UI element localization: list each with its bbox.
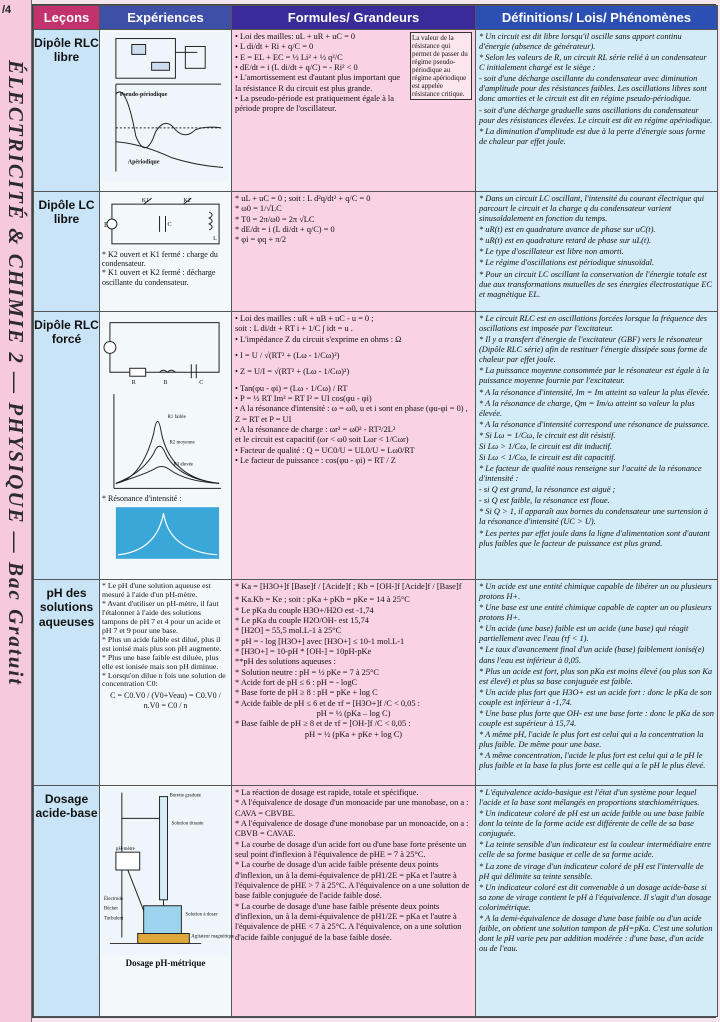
lesson-dosage: Dosage acide-base [34, 786, 100, 1017]
definition-line: * A la résonance d'intensité correspond une résonance de puissance. [479, 419, 710, 429]
formula-line: * T0 = 2π/ω0 = 2π √LC [235, 214, 315, 224]
exp-line: * Lorsqu'on dilue n fois une solution de concentration C0: [102, 670, 226, 689]
resonance-curve [102, 503, 229, 563]
exp-line: * Avant d'utiliser un pH-mètre, il faut l'étalonner à l'aide des solutions tampons de pH 7 et 4 pour un acide et pH 7 et 9 pour une base. [102, 598, 221, 635]
formulas-ph [232, 580, 476, 786]
rlc-libre-diagram [102, 32, 229, 182]
lc-charge-caption: * K2 ouvert et K1 fermé : charge du condensateur. [102, 250, 218, 269]
formula-line: et le circuit est capacitif (ωr < ω0 soit Lωr < 1/Cωr) [235, 435, 409, 445]
label-ph-metre: pH-mètre [115, 847, 135, 853]
formula-line: * La courbe de dosage d'un acide fort ou d'une base forte présente un seul point d'inflexion à l'équivalence de pHE = 7 à 25°C. [235, 839, 467, 859]
definition-line: * Le type d'oscillateur est libre non amorti. [479, 247, 624, 257]
table-header-row [34, 6, 718, 30]
label-becher: Bécher [103, 906, 119, 912]
definition-line: * Selon les valeurs de R, un circuit RL série relié à un condensateur C initialement chargé est le siège : [479, 53, 707, 73]
formula-line: * A l'équivalence de dosage d'un monoacide par une monobase, on a : CAVA = CBVBE. [235, 798, 469, 818]
formula-line: * Base forte de pH ≥ 8 : pH = pKe + log C [235, 688, 378, 698]
lesson-lc-libre: Dipôle LC libre [34, 192, 100, 312]
definition-line: * La zone de virage d'un indicateur coloré de pH est l'intervalle de pH qui délimite sa teinte sensible. [479, 861, 704, 881]
formula-line: * La réaction de dosage est rapide, totale et spécifique. [235, 788, 419, 797]
definition-line: * Plus un acide est fort, plus son pKa est moins élevé (ou plus son Ka est élevé) et plus sa base conjuguée est faible. [479, 666, 713, 686]
formula-line: • L'amortissement est d'autant plus important que la résistance R du circuit est plus grande. [235, 73, 401, 93]
dilution-formula: C = C0.V0 / (V0+Veau) = C0.V0 / n.V0 = C0 / n [110, 691, 221, 710]
table-row [34, 30, 718, 192]
formula-line: * Solution neutre : pH = ½ pKe = 7 à 25°C [235, 667, 379, 677]
formula-line: * ω0 = 1/√LC [235, 204, 282, 214]
lesson-rlc-libre: Dipôle RLC libre [34, 30, 100, 192]
formula-line: • I = U / √(RT² + (Lω - 1/Cω)²) [235, 350, 340, 360]
formula-line: * Ka.Kb = Ke ; soit : pKa + pKb = pKe = 14 à 25°C [235, 595, 410, 605]
exp-rlc-force [100, 312, 232, 580]
svg-text:L: L [213, 235, 217, 242]
formula-line: * La courbe de dosage d'une base faible présente deux points d'inflexion, un à la demi-équivalence de pH1/2E = pKa et l'autre à l'équivalence de pHE < 7 à 25°C. A l'équivalence, on a une solution d'acide faible conjugué de la base faible dosée. [235, 901, 462, 942]
summary-sheet [32, 4, 716, 1018]
formulas-rlc-libre [232, 30, 476, 192]
definitions-ph [476, 580, 718, 786]
definition-line: * Un circuit est dit libre lorsqu'il oscille sans apport continu d'énergie (absence de générateur). [479, 32, 682, 52]
formula-line: * Base faible de pH ≥ 8 et de τf = [OH-]f /C < 0,05 : [235, 719, 411, 729]
dosage-setup-diagram [102, 788, 235, 956]
formula-line: * [H3O+] = 10-pH * [OH-] = 10pH-pKe [235, 646, 372, 656]
definition-line: * Il y a transfert d'énergie de l'excitateur (GBF) vers le résonateur (Dipôle RLC série) afin de restituer l'énergie dissipée sous forme de chaleur par effet joule. [479, 335, 708, 365]
definition-line: * Pour un circuit LC oscillant la conservation de l'énergie totale est due aux transformations mutuelles de ses énergies électrostatique EC et magnétique EL. [479, 269, 712, 299]
definition-line: * Si Lω = 1/Cω, le circuit est dit résistif. [479, 430, 616, 440]
formula-line: • Loi des mailles : uR + uB + uC - u = 0 ; [235, 314, 374, 323]
definitions-rlc-libre [476, 30, 718, 192]
definitions-dosage [476, 786, 718, 1017]
definition-line: * La puissance moyenne consommée par le résonateur est égale à la puissance moyenne fournie par l'excitateur. [479, 366, 710, 386]
svg-text:C: C [199, 380, 204, 387]
definition-line: * Une base est une entité chimique capable de capter un ou plusieurs protons H+. [479, 603, 712, 623]
formula-line: * A l'équivalence de dosage d'une monobase par un monoacide, on a : CBVB = CAVAE. [235, 818, 469, 839]
definition-line: * uR(t) est en quadrature avance de phase sur uC(t). [479, 225, 656, 235]
header-experiences: Expériences [100, 6, 232, 30]
label-electrode: Électrode [103, 896, 123, 902]
definition-line: * Les pertes par effet joule dans la ligne d'alimentation sont d'autant plus faibles que le facteur de puissance est plus grand. [479, 528, 710, 548]
label-solution-titrante: Solution titrante [171, 821, 204, 827]
rlc-force-diagram [102, 314, 229, 494]
header-lecons: Leçons [34, 6, 100, 30]
formula-line: * La courbe de dosage d'un acide faible présente deux points d'inflexion, un à la demi-équivalence de pH1/2E = pKa et l'autre à l'équivalence de pHE > 7 à 25°C. A l'équivalence on a une solution de base faible conjuguée de l'acide faible dosé. [235, 860, 470, 901]
definition-line: * Le facteur de qualité nous renseigne sur l'acuité de la résonance d'intensité : [479, 464, 702, 484]
definition-line: - soit d'une décharge graduelle sans oscillations du condensateur pour des résistances élevées. Le circuit est dit en régime apériodique. [479, 105, 713, 125]
svg-text:R: R [131, 380, 136, 387]
label-agitateur: Agitateur magnétique [191, 934, 235, 940]
definition-line: * Un acide plus fort que H3O+ est un acide fort : donc le pKa de son couple est inférieur à -1,74. [479, 687, 712, 707]
exp-dosage [100, 786, 235, 1017]
critical-resistance-note: La valeur de la résistance qui permet de passer du régime pseudo-périodique au régime apériodique est appelée résistance critique. [410, 32, 472, 100]
formula-line: * Le pKa du couple H2O/OH- est 15,74 [235, 615, 369, 625]
svg-text:K1: K1 [141, 198, 149, 205]
header-definitions: Définitions/ Lois/ Phénomènes [476, 6, 718, 30]
formula-line: * dE/dt = i (L di/dt + q/C) = 0 [235, 224, 335, 234]
definition-line: Si Lω < 1/Cω, le circuit est dit capacitif. [479, 453, 616, 463]
formula-line: • P = ½ RT Im² = RT I² = UI cos(φu - φi) [235, 393, 372, 403]
formula-line: • Le facteur de puissance : cos(φu - φi) = RT / Z [235, 455, 396, 465]
formula-line: • A la résonance d'intensité : ω = ω0, u et i sont en phase (φu-φi = 0) , Z = RT et P = UI [235, 404, 468, 424]
header-formules: Formules/ Grandeurs [232, 6, 476, 30]
formula-line: * φi = φq + π/2 [235, 235, 287, 245]
definitions-lc-libre [476, 192, 718, 312]
svg-text:R1 faible: R1 faible [167, 414, 186, 420]
exp-line: * Le pH d'une solution aqueuse est mesuré à l'aide d'un pH-mètre. [102, 581, 211, 599]
formula-line: • Facteur de qualité : Q = UC0/U = UL0/U = Lω0/RT [235, 445, 415, 455]
formula-line: • dE/dt = i (L di/dt + q/C) = - Ri² < 0 [235, 62, 358, 72]
definition-line: * A même concentration, l'acide le plus fort est celui qui a le pH le plus faible et la base la plus forte est celle qui a le pH le plus élevé. [479, 751, 706, 771]
lc-decharge-caption: * K1 ouvert et K2 fermé : décharge oscillante du condensateur. [102, 268, 216, 287]
definition-line: * Un acide est une entité chimique capable de libérer un ou plusieurs protons H+. [479, 582, 712, 602]
definition-line: Si Lω > 1/Cω, le circuit est dit inductif. [479, 441, 613, 451]
table-row [34, 580, 718, 786]
definition-line: * Le taux d'avancement final d'un acide (base) faiblement ionisé(e) dans l'eau est inférieur à 0,05. [479, 645, 705, 665]
exp-line: * Plus un acide faible est dilué, plus il est ionisé mais plus son pH augmente. [102, 634, 222, 653]
formula-line: • Tan(φu - φi) = (Lω - 1/Cω) / RT [235, 383, 348, 393]
svg-text:E: E [103, 220, 109, 229]
exp-ph [100, 580, 232, 786]
definition-line: - soit d'une décharge oscillante du condensateur avec diminution d'amplitude pour des résistances faibles. Les oscillations libres sont donc amorties et le circuit est dit en régime pseudo-périodique. [479, 74, 707, 104]
left-sidebar [0, 0, 32, 1022]
table-row [34, 192, 718, 312]
resonance-caption: * Résonance d'intensité : [102, 494, 182, 503]
definition-line: * Un acide (une base) faible est un acide (une base) qui réagit partiellement avec l'eau (τf < 1). [479, 624, 689, 644]
definition-line: * A la résonance de charge, Qm = Im/ω atteint sa valeur la plus élevée. [479, 398, 695, 418]
formula-line: * uL + uC = 0 ; soit : L d²q/dt² + q/C = 0 [235, 194, 371, 203]
definition-line: * Dans un circuit LC oscillant, l'intensité du courant électrique qui parcourt le circuit et la charge q du condensateur varient sinusoïdalement en fonction du temps. [479, 194, 705, 224]
definition-line: * Si Q > 1, il apparaît aux bornes du condensateur une surtension à la résonance d'intensité (UC > U). [479, 507, 708, 527]
page-number: /4 [2, 4, 12, 16]
definition-line: * A la demi-équivalence de dosage d'une base faible ou d'un acide faible, on obtient une solution tampon de pH=pKa. C'est une solution dont le pH varie peu par addition modérée : d'une base, d'un acide ou de l'eau. [479, 913, 713, 954]
table-row [34, 312, 718, 580]
definition-line: * Une base plus forte que OH- est une base forte : donc le pKa de son couple est supérieur à 15,74. [479, 708, 714, 729]
formula-line: * Acide faible de pH ≤ 6 et de τf = [H3O+]f /C < 0,05 : [235, 698, 420, 708]
lesson-ph: pH des solutions aqueuses [34, 580, 100, 786]
formula-line: • La pseudo-période est pratiquement égale à la période propre de l'oscillateur. [235, 93, 394, 114]
definition-line: * La teinte sensible d'un indicateur est la couleur intermédiaire entre celle de sa forme basique et celle de sa forme acide. [479, 840, 711, 860]
caption-pseudo: Pseudo-périodique [119, 92, 168, 99]
exp-line: * Plus une base faible est diluée, plus elle est ionisée mais son pH diminue. [102, 652, 219, 671]
formulas-lc-libre [232, 192, 476, 312]
definition-line: * Un indicateur coloré est dit convenable à un dosage acide-base si sa zone de virage contient le pH à l'équivalence. Il s'agit d'un dosage colorimétrique. [479, 882, 712, 912]
definition-line: * L'équivalence acido-basique est l'état d'un système pour lequel l'acide et la base sont mélangés en proportions stœchiométriques. [479, 788, 700, 808]
dosage-caption: Dosage pH-métrique [125, 958, 206, 968]
formula-line: * Ka = [H3O+]f [Base]f / [Acide]f ; Kb = [OH-]f [Acide]f / [Base]f [235, 582, 462, 591]
formula-line: **pH des solutions aqueuses : [235, 657, 336, 667]
definition-line: * uR(t) est en quadrature retard de phase sur uL(t). [479, 236, 652, 246]
definition-line: * Le régime d'oscillations est périodique sinusoïdal. [479, 258, 655, 268]
formula-line: • L di/dt + Ri + q/C = 0 [235, 42, 314, 52]
lesson-rlc-force: Dipôle RLC forcé [34, 312, 100, 580]
formula-line: * pH = - log [H3O+] avec [H3O+] ≤ 10-1 mol.L-1 [235, 636, 405, 646]
definition-line: - si Q est grand, la résonance est aiguë ; [479, 485, 616, 495]
table-row [34, 786, 718, 1017]
label-burette: Burette graduée [169, 793, 201, 799]
formula-line: • Z = U/I = √(RT² + (Lω - 1/Cω)²) [235, 367, 350, 377]
formula-line: • A la résonance de charge : ωr² = ω0² - RT²/2L² [235, 424, 396, 434]
caption-aperiodique: Apériodique [127, 159, 160, 166]
svg-text:K2: K2 [183, 198, 191, 205]
vertical-watermark: ÉLECTRICITÉ & CHIMIE 2 — PHYSIQUE — Bac Gratuit [4, 60, 28, 687]
formula-line: * [H2O] = 55,5 mol.L-1 à 25°C [235, 626, 342, 636]
formula-line: pH = ½ (pKa – log C) [316, 708, 391, 718]
formula-line: * Le pKa du couple H3O+/H2O est -1,74 [235, 605, 374, 615]
formulas-rlc-force [232, 312, 476, 580]
formula-line: • E = EL + EC = ½ Li² + ½ q²/C [235, 52, 343, 62]
lc-circuit-diagram [102, 194, 229, 250]
label-solution-a-doser: Solution à doser [185, 912, 218, 918]
definition-line: * Un indicateur coloré de pH est un acide faible ou une base faible dont la teinte de la forme acide est différente de celle de sa base conjuguée. [479, 809, 705, 839]
definition-line: * A même pH, l'acide le plus fort est celui qui a la concentration la plus faible. De même pour une base. [479, 730, 704, 750]
label-turbulent: Turbulent [103, 916, 124, 922]
svg-text:R2 moyenne: R2 moyenne [169, 440, 195, 446]
definition-line: * La diminution d'amplitude est due à la perte d'énergie sous forme de chaleur par effet joule. [479, 126, 706, 146]
definition-line: * Le circuit RLC est en oscillations forcées lorsque la fréquence des oscillations est imposée par l'excitateur. [479, 314, 708, 334]
formulas-dosage [232, 786, 476, 1017]
definition-line: * A la résonance d'intensité, Im = Im atteint sa valeur la plus élevée. [479, 387, 710, 397]
summary-table [33, 5, 718, 1017]
svg-text:R3 élevée: R3 élevée [173, 462, 194, 468]
svg-text:C: C [167, 221, 172, 228]
exp-lc-libre [100, 192, 232, 312]
formula-line: • Loi des mailles: uL + uR + uC = 0 [235, 32, 356, 41]
formula-line: • L'impédance Z du circuit s'exprime en ohms : Ω [235, 334, 402, 344]
definitions-rlc-force [476, 312, 718, 580]
formula-line: pH = ½ (pKa + pKe + log C) [304, 729, 403, 739]
formula-line: soit : L di/dt + RT i + 1/C ∫ idt = u . [235, 324, 353, 334]
definition-line: - si Q est faible, la résonance est floue. [479, 496, 610, 506]
svg-text:B: B [163, 380, 168, 387]
exp-rlc-libre [100, 30, 232, 192]
formula-line: * Acide fort de pH ≤ 6 : pH = - logC [235, 677, 358, 687]
